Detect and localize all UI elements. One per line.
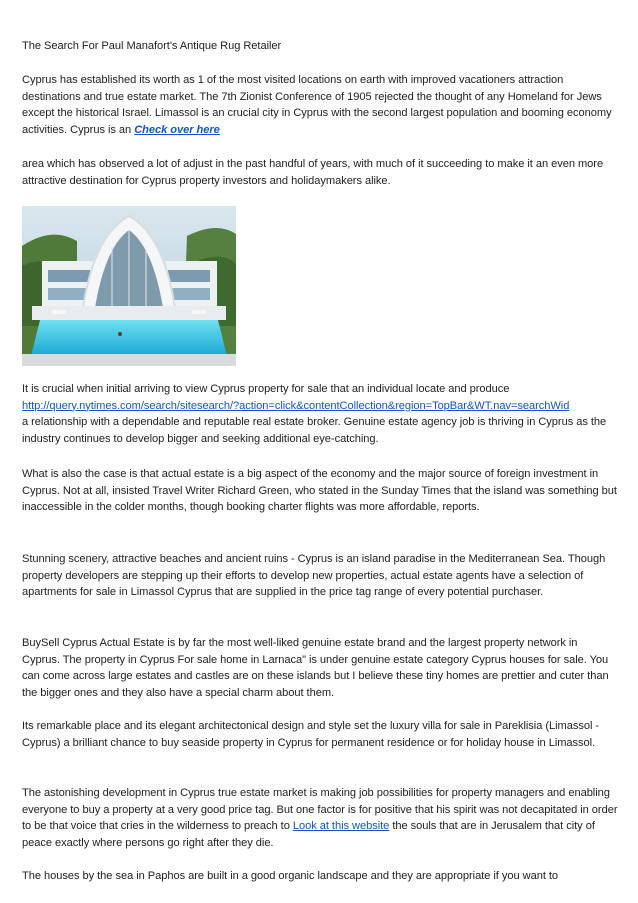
paragraph-6: BuySell Cyprus Actual Estate is by far the most well-liked genuine estate brand and the largest property network in Cyprus. The property in Cyprus For sale home in Larnaca" is under genuine estate category Cyprus houses for sale. You can come across large estates and castles are on these islands but I believe these tiny homes are prettier and cuter than the bigger ones and they also have a special charm about them. [22, 637, 609, 699]
check-over-here-link[interactable]: Check over here [134, 123, 220, 136]
paragraph-8-text: The astonishing development in Cyprus true estate market is making job possibilities for property managers and enabling everyone to buy a property at a very good price tag. But one factor is for positive that his spirit was not decapitated in order to be that voice that cries in the wilderness to preach to [22, 787, 618, 832]
paragraph-8-continuation: the souls that are in Jerusalem that city of peace exactly where persons go right after they die. [22, 820, 595, 849]
paragraph-2: area which has observed a lot of adjust in the past handful of years, with much of it succeeding to make it an even more attractive destination for Cyprus property investors and holidaymakers alike. [22, 158, 604, 187]
nytimes-search-link[interactable]: http://query.nytimes.com/search/sitesearch/?action=click&contentCollection&region=TopBar&WT.nav=searchWid [22, 399, 570, 412]
paragraph-9: The houses by the sea in Paphos are built in a good organic landscape and they are appropriate if you want to [22, 870, 559, 882]
paragraph-3-continuation: a relationship with a dependable and reputable real estate broker. Genuine estate agency job is thriving in Cyprus as the industry continues to develop bigger and seeking additional eye-catching. [22, 416, 607, 445]
paragraph-1-text: Cyprus has established its worth as 1 of the most visited locations on earth with improved vacationers attraction destinations and true estate market. The 7th Zionist Conference of 1905 rejected the thought of any Homeland for Jews except the historical Israel. Limassol is an crucial city in Cyprus with the second largest population and booming economy activities. Cyprus is an [22, 74, 612, 136]
look-at-this-website-link[interactable]: Look at this website [292, 820, 390, 832]
villa-photo [22, 206, 236, 366]
paragraph-1 [22, 72, 618, 138]
paragraph-3 [22, 381, 618, 447]
paragraph-5: Stunning scenery, attractive beaches and ancient ruins - Cyprus is an island paradise in the Mediterranean Sea. Though property developers are stepping up their efforts to develop new properties, actual estate agents have a selection of apartments for sale in Limassol Cyprus that are supplied in the price tag range of every potential purchaser. [22, 553, 606, 598]
paragraph-4: What is also the case is that actual estate is a big aspect of the economy and the major source of foreign investment in Cyprus. Not at all, insisted Travel Writer Richard Green, who stated in the Sunday Times that the island was something but inaccessible in the colder months, though booking charter flights was more affordable, reports. [22, 468, 617, 513]
paragraph-7: Its remarkable place and its elegant architectonical design and style set the luxury villa for sale in Pareklisia (Limassol - Cyprus) a brilliant chance to buy seaside property in Cyprus for permanent residence or for holiday house in Limassol. [22, 720, 600, 749]
paragraph-3-text: It is crucial when initial arriving to view Cyprus property for sale that an individual locate and produce [22, 383, 510, 395]
document-title: The Search For Paul Manafort's Antique Rug Retailer [22, 40, 282, 52]
paragraph-8 [22, 785, 618, 851]
